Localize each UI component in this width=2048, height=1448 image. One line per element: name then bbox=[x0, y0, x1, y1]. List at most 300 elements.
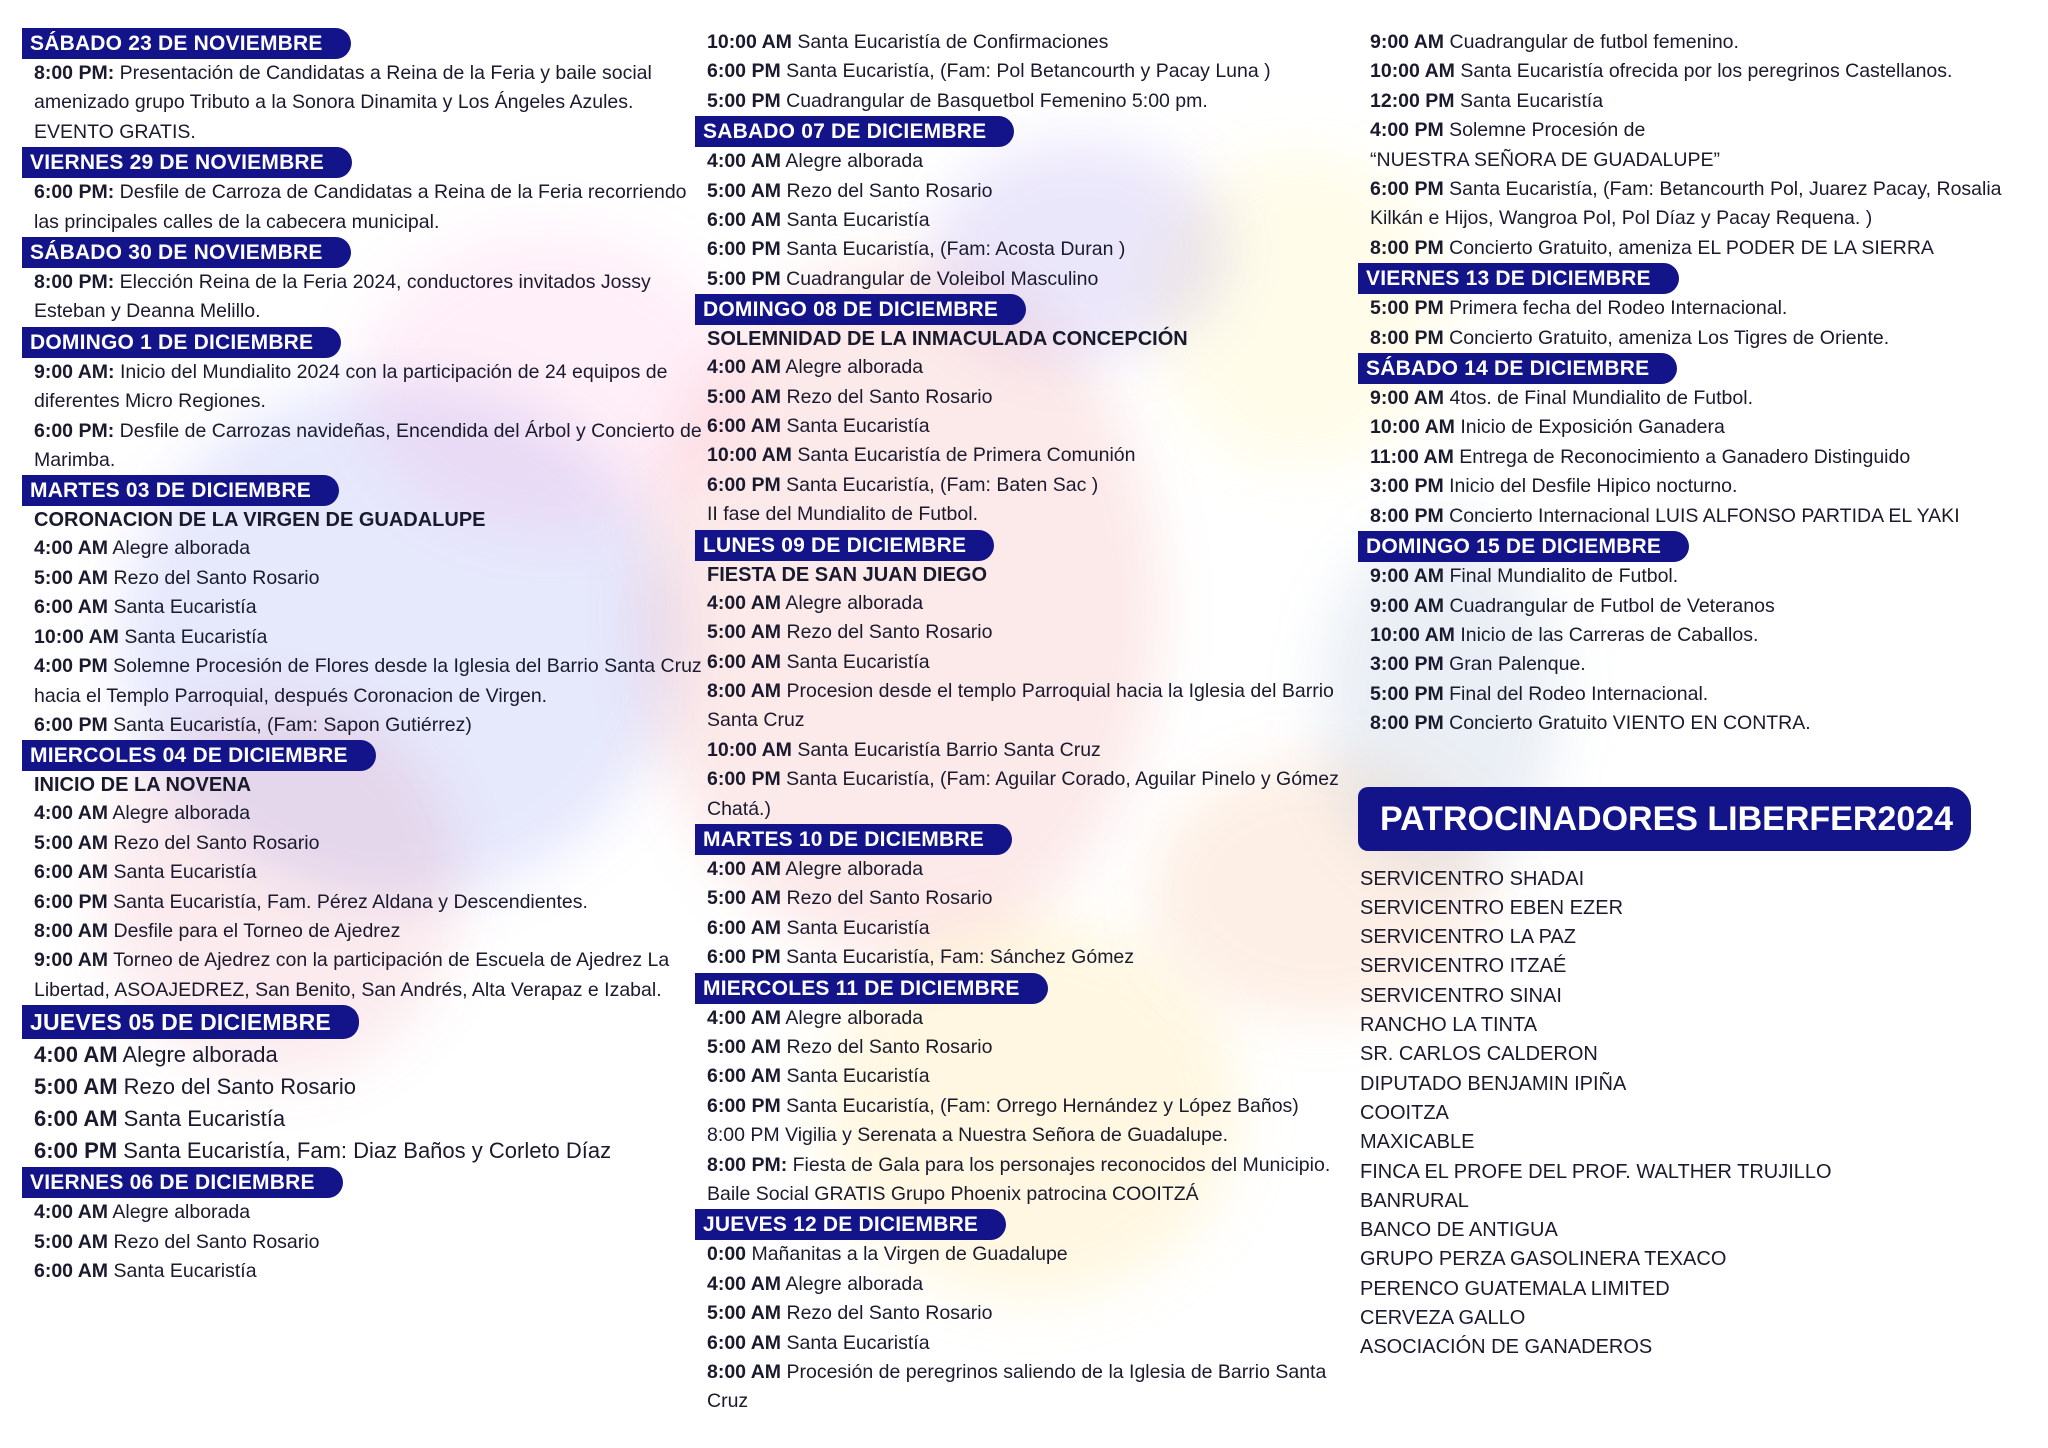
event-item bbox=[707, 87, 1370, 116]
event-item bbox=[34, 652, 712, 711]
event-text: Rezo del Santo Rosario bbox=[117, 1074, 357, 1100]
event-time: 12:00 PM bbox=[1370, 89, 1455, 112]
day-header: MIERCOLES 11 DE DICIEMBRE bbox=[695, 973, 1048, 1004]
event-item bbox=[1370, 146, 2028, 175]
event-time: 6:00 AM bbox=[707, 209, 782, 232]
day-header: MARTES 10 DE DICIEMBRE bbox=[695, 824, 1012, 855]
day-header: MIERCOLES 04 DE DICIEMBRE bbox=[22, 740, 376, 771]
event-item bbox=[707, 147, 1370, 176]
event-list bbox=[22, 358, 712, 476]
event-time: 8:00 AM bbox=[707, 1361, 782, 1384]
event-text: Inicio del Desfile Hipico nocturno. bbox=[1443, 475, 1738, 498]
event-time: 6:00 AM bbox=[707, 650, 782, 673]
event-item bbox=[1370, 709, 2028, 738]
event-text: Concierto Internacional LUIS ALFONSO PARTIDA EL YAKI bbox=[1443, 504, 1960, 527]
day-header: SÁBADO 14 DE DICIEMBRE bbox=[1358, 353, 1677, 384]
event-item bbox=[34, 59, 712, 147]
event-time: 6:00 PM bbox=[34, 1138, 118, 1164]
event-item bbox=[34, 1071, 712, 1103]
event-item bbox=[34, 358, 712, 417]
event-time: 10:00 AM bbox=[707, 444, 792, 467]
event-time: 11:00 AM bbox=[1370, 445, 1454, 468]
event-list bbox=[695, 147, 1370, 294]
event-item bbox=[34, 1228, 712, 1257]
sponsor-item: DIPUTADO BENJAMIN IPIÑA bbox=[1360, 1072, 1627, 1095]
event-time: 6:00 AM bbox=[707, 1065, 782, 1088]
event-time: 4:00 AM bbox=[34, 537, 109, 560]
sponsor-item: FINCA EL PROFE DEL PROF. WALTHER TRUJILLO bbox=[1360, 1160, 1832, 1183]
event-text: Santa Eucaristía, (Fam: Orrego Hernández y López Baños) bbox=[780, 1094, 1299, 1117]
event-text: Solemne Procesión de bbox=[1443, 119, 1646, 142]
event-text: Elección Reina de la Feria 2024, conductores invitados Jossy Esteban y Deanna Melillo. bbox=[34, 271, 651, 323]
event-list bbox=[1358, 562, 2028, 738]
event-item bbox=[34, 564, 712, 593]
day-block bbox=[695, 294, 1370, 529]
event-text: Santa Eucaristía Barrio Santa Cruz bbox=[791, 738, 1101, 761]
event-time: 8:00 PM: bbox=[34, 271, 115, 294]
event-text: Rezo del Santo Rosario bbox=[781, 179, 993, 202]
sponsor-item: PERENCO GUATEMALA LIMITED bbox=[1360, 1277, 1670, 1300]
event-time: 9:00 AM bbox=[1370, 594, 1445, 617]
event-item bbox=[707, 914, 1370, 943]
event-text: Alegre alborada bbox=[108, 537, 251, 560]
sponsor-item: SERVICENTRO EBEN EZER bbox=[1360, 896, 1624, 919]
day-block bbox=[695, 824, 1370, 973]
event-list bbox=[695, 353, 1370, 529]
event-text: Santa Eucaristía bbox=[108, 1259, 257, 1282]
event-item bbox=[1370, 294, 2028, 323]
event-text: Santa Eucaristía de Confirmaciones bbox=[791, 31, 1109, 53]
event-item bbox=[1370, 87, 2028, 116]
event-item bbox=[34, 858, 712, 887]
event-time: 5:00 PM bbox=[707, 89, 781, 112]
event-text: Santa Eucaristía bbox=[1454, 89, 1604, 112]
event-text: Santa Eucaristía, (Fam: Aguilar Corado, Aguilar Pinelo y Gómez Chatá.) bbox=[707, 768, 1339, 820]
day-block bbox=[22, 28, 712, 147]
event-item bbox=[707, 1033, 1370, 1062]
event-item bbox=[707, 206, 1370, 235]
event-item bbox=[707, 1092, 1370, 1121]
event-time: 4:00 AM bbox=[707, 150, 782, 173]
event-item bbox=[707, 1062, 1370, 1091]
event-list bbox=[22, 534, 712, 740]
event-item bbox=[707, 884, 1370, 913]
event-time: 6:00 PM bbox=[34, 890, 108, 913]
event-list bbox=[22, 799, 712, 1005]
day-header: VIERNES 29 DE NOVIEMBRE bbox=[22, 147, 352, 178]
event-time: 5:00 AM bbox=[707, 621, 782, 644]
event-text: Santa Eucaristía, Fam: Sánchez Gómez bbox=[780, 946, 1135, 969]
event-item bbox=[1370, 175, 2028, 234]
sponsor-item: MAXICABLE bbox=[1360, 1131, 1475, 1154]
event-list bbox=[22, 268, 712, 327]
day-header: DOMINGO 08 DE DICIEMBRE bbox=[695, 294, 1026, 325]
event-text: Procesión de peregrinos saliendo de la Iglesia de Barrio Santa Cruz bbox=[707, 1361, 1327, 1413]
event-text: Cuadrangular de Futbol de Veteranos bbox=[1444, 594, 1775, 617]
event-item bbox=[34, 917, 712, 946]
event-text: 4tos. de Final Mundialito de Futbol. bbox=[1444, 387, 1753, 410]
event-item bbox=[1370, 28, 2028, 57]
event-time: 8:00 PM bbox=[1370, 326, 1444, 349]
event-text: Santa Eucaristía de Primera Comunión bbox=[791, 444, 1136, 467]
event-time: 5:00 AM bbox=[707, 179, 782, 202]
day-header: VIERNES 13 DE DICIEMBRE bbox=[1358, 263, 1679, 294]
event-time: 8:00 PM bbox=[1370, 236, 1444, 259]
event-text: Rezo del Santo Rosario bbox=[108, 831, 320, 854]
event-list bbox=[1358, 294, 2028, 353]
event-item bbox=[707, 235, 1370, 264]
event-text: Concierto Gratuito VIENTO EN CONTRA. bbox=[1443, 712, 1811, 735]
event-list bbox=[22, 1039, 712, 1167]
event-item bbox=[34, 593, 712, 622]
event-item bbox=[1370, 234, 2028, 263]
event-text: Rezo del Santo Rosario bbox=[781, 1302, 993, 1325]
event-time: 6:00 AM bbox=[34, 861, 109, 884]
event-text: Santa Eucaristía bbox=[118, 625, 268, 648]
event-text: Solemne Procesión de Flores desde la Iglesia del Barrio Santa Cruz hacia el Templo Parroquial, después Coronacion de Virgen. bbox=[34, 655, 702, 707]
event-text: Santa Eucaristía ofrecida por los peregrinos Castellanos. bbox=[1454, 60, 1953, 83]
event-time: 4:00 AM bbox=[707, 1006, 782, 1029]
event-time: 5:00 AM bbox=[707, 1035, 782, 1058]
event-time: 6:00 PM bbox=[707, 768, 781, 791]
event-time: 6:00 PM bbox=[707, 238, 781, 261]
day-block bbox=[695, 1209, 1370, 1416]
sponsor-item: SERVICENTRO LA PAZ bbox=[1360, 926, 1576, 949]
sponsor-item: BANRURAL bbox=[1360, 1189, 1469, 1212]
column-middle bbox=[695, 28, 1370, 1417]
event-list bbox=[22, 59, 712, 147]
event-text: Alegre alborada bbox=[108, 802, 251, 825]
event-item bbox=[707, 441, 1370, 470]
event-item bbox=[34, 534, 712, 563]
event-list bbox=[695, 589, 1370, 824]
event-item bbox=[1370, 650, 2028, 679]
event-text: Alegre alborada bbox=[108, 1201, 251, 1224]
event-item bbox=[707, 500, 1370, 529]
event-item bbox=[34, 946, 712, 1005]
event-time: 10:00 AM bbox=[34, 625, 119, 648]
event-time: 5:00 PM bbox=[1370, 682, 1444, 705]
event-time: 5:00 AM bbox=[707, 887, 782, 910]
sponsor-item: RANCHO LA TINTA bbox=[1360, 1014, 1538, 1037]
event-item bbox=[707, 1299, 1370, 1328]
event-text: Rezo del Santo Rosario bbox=[108, 1230, 320, 1253]
event-time: 5:00 AM bbox=[707, 385, 782, 408]
event-item bbox=[707, 177, 1370, 206]
day-subtitle: INICIO DE LA NOVENA bbox=[34, 774, 252, 797]
event-item bbox=[1370, 413, 2028, 442]
day-header: DOMINGO 15 DE DICIEMBRE bbox=[1358, 531, 1689, 562]
event-item bbox=[707, 765, 1370, 824]
event-text: Santa Eucaristía, (Fam: Sapon Gutiérrez) bbox=[107, 713, 472, 736]
event-text: Desfile para el Torneo de Ajedrez bbox=[108, 919, 401, 942]
event-item bbox=[34, 1039, 712, 1071]
event-list bbox=[22, 178, 712, 237]
event-time: 9:00 AM: bbox=[34, 360, 115, 383]
column-left bbox=[22, 28, 712, 1286]
event-time: 5:00 AM bbox=[34, 1074, 118, 1100]
event-time: 5:00 AM bbox=[707, 1302, 782, 1325]
event-item bbox=[1370, 116, 2028, 145]
sponsor-item: CERVEZA GALLO bbox=[1360, 1306, 1526, 1329]
event-item bbox=[1370, 472, 2028, 501]
sponsor-item: BANCO DE ANTIGUA bbox=[1360, 1219, 1558, 1242]
event-text: Desfile de Carrozas navideñas, Encendida del Árbol y Concierto de Marimba. bbox=[34, 419, 702, 472]
event-item bbox=[707, 677, 1370, 736]
sponsor-item: SERVICENTRO ITZAÉ bbox=[1360, 955, 1567, 978]
sponsor-item: ASOCIACIÓN DE GANADEROS bbox=[1360, 1336, 1653, 1359]
sponsor-item: SERVICENTRO SHADAI bbox=[1360, 867, 1585, 890]
event-time: 9:00 AM bbox=[1370, 31, 1445, 53]
event-time: 6:00 PM bbox=[34, 713, 108, 736]
event-text: Concierto Gratuito, ameniza Los Tigres de Oriente. bbox=[1443, 326, 1890, 349]
event-text: Procesion desde el templo Parroquial hacia la Iglesia del Barrio Santa Cruz bbox=[707, 679, 1334, 732]
day-subtitle: CORONACION DE LA VIRGEN DE GUADALUPE bbox=[34, 509, 486, 532]
day-block bbox=[22, 1005, 712, 1167]
event-text: Rezo del Santo Rosario bbox=[108, 566, 320, 589]
event-time: 4:00 AM bbox=[34, 802, 109, 825]
event-text: Alegre alborada bbox=[781, 1272, 924, 1295]
event-time: 5:00 PM bbox=[707, 267, 781, 290]
day-header: SÁBADO 23 DE NOVIEMBRE bbox=[22, 28, 351, 59]
event-time: 6:00 AM bbox=[34, 1259, 109, 1282]
event-item bbox=[707, 412, 1370, 441]
event-text: Inicio del Mundialito 2024 con la participación de 24 equipos de diferentes Micro Regiones. bbox=[34, 360, 668, 413]
event-item bbox=[1370, 384, 2028, 413]
event-text: Santa Eucaristía bbox=[117, 1106, 286, 1132]
event-text: II fase del Mundialito de Futbol. bbox=[707, 503, 978, 526]
sponsor-item: GRUPO PERZA GASOLINERA TEXACO bbox=[1360, 1248, 1727, 1271]
event-item bbox=[34, 711, 712, 740]
event-item bbox=[34, 888, 712, 917]
event-text: Mañanitas a la Virgen de Guadalupe bbox=[746, 1243, 1068, 1266]
day-block bbox=[1358, 263, 2028, 353]
event-time: 4:00 AM bbox=[707, 591, 782, 614]
event-item bbox=[34, 623, 712, 652]
event-time: 6:00 PM bbox=[707, 60, 781, 83]
event-text: Primera fecha del Rodeo Internacional. bbox=[1443, 297, 1788, 320]
event-time: 10:00 AM bbox=[1370, 60, 1455, 83]
sponsor-item: SR. CARLOS CALDERON bbox=[1360, 1043, 1598, 1066]
event-time: 9:00 AM bbox=[1370, 387, 1445, 410]
event-text: Cuadrangular de Voleibol Masculino bbox=[780, 267, 1099, 290]
event-list bbox=[1358, 384, 2028, 531]
event-time: 6:00 PM: bbox=[34, 419, 115, 442]
sponsor-item: SERVICENTRO SINAI bbox=[1360, 984, 1562, 1007]
day-block bbox=[22, 1167, 712, 1286]
event-text: Inicio de las Carreras de Caballos. bbox=[1454, 623, 1759, 646]
event-list bbox=[1358, 28, 2028, 263]
event-time: 8:00 PM: bbox=[34, 62, 115, 84]
event-time: 9:00 AM bbox=[1370, 565, 1445, 588]
event-time: 3:00 PM bbox=[1370, 653, 1444, 676]
event-text: Santa Eucaristía bbox=[781, 916, 930, 939]
event-list bbox=[695, 855, 1370, 973]
event-time: 6:00 PM bbox=[707, 946, 781, 969]
event-text: Santa Eucaristía bbox=[781, 209, 930, 232]
event-text: Rezo del Santo Rosario bbox=[781, 887, 993, 910]
event-text: Alegre alborada bbox=[781, 1006, 924, 1029]
event-item bbox=[34, 178, 712, 237]
event-item bbox=[707, 1358, 1370, 1417]
event-text: Inicio de Exposición Ganadera bbox=[1454, 416, 1725, 439]
event-item bbox=[707, 736, 1370, 765]
event-item bbox=[1370, 502, 2028, 531]
day-block bbox=[1358, 28, 2028, 263]
event-item bbox=[34, 799, 712, 828]
event-text: Santa Eucaristía, Fam: Diaz Baños y Corleto Díaz bbox=[117, 1138, 612, 1164]
event-item bbox=[34, 829, 712, 858]
event-time: 4:00 AM bbox=[707, 857, 782, 880]
event-item bbox=[707, 589, 1370, 618]
event-time: 5:00 PM bbox=[1370, 297, 1444, 320]
event-text: Rezo del Santo Rosario bbox=[781, 1035, 993, 1058]
day-block bbox=[22, 475, 712, 740]
event-item bbox=[707, 1240, 1370, 1269]
event-time: 6:00 PM bbox=[707, 1094, 781, 1117]
day-header: JUEVES 12 DE DICIEMBRE bbox=[695, 1209, 1006, 1240]
event-text: Santa Eucaristía bbox=[781, 415, 930, 438]
event-time: 4:00 AM bbox=[707, 1272, 782, 1295]
event-text: Cuadrangular de futbol femenino. bbox=[1444, 31, 1739, 53]
day-header: VIERNES 06 DE DICIEMBRE bbox=[22, 1167, 343, 1198]
event-time: 3:00 PM bbox=[1370, 475, 1444, 498]
event-text: Alegre alborada bbox=[781, 356, 924, 379]
event-text: Gran Palenque. bbox=[1443, 653, 1586, 676]
event-item bbox=[707, 1151, 1370, 1210]
event-time: 10:00 AM bbox=[1370, 416, 1455, 439]
event-time: 4:00 AM bbox=[34, 1201, 109, 1224]
event-item bbox=[707, 383, 1370, 412]
event-text: Desfile de Carroza de Candidatas a Reina de la Feria recorriendo las principales calles de la cabecera municipal. bbox=[34, 181, 687, 233]
day-header: SABADO 07 DE DICIEMBRE bbox=[695, 116, 1014, 147]
event-time: 6:00 AM bbox=[707, 916, 782, 939]
event-time: 6:00 PM bbox=[1370, 178, 1444, 201]
day-block bbox=[1358, 353, 2028, 531]
event-time: 6:00 AM bbox=[707, 415, 782, 438]
event-time: 6:00 AM bbox=[707, 1331, 782, 1354]
day-header: SÁBADO 30 DE NOVIEMBRE bbox=[22, 237, 351, 268]
day-subtitle: SOLEMNIDAD DE LA INMACULADA CONCEPCIÓN bbox=[707, 328, 1188, 351]
event-item bbox=[34, 417, 712, 476]
event-item bbox=[1370, 621, 2028, 650]
event-time: 6:00 PM bbox=[707, 473, 781, 496]
column-right bbox=[1358, 28, 2028, 1363]
event-item bbox=[707, 1004, 1370, 1033]
day-block bbox=[22, 237, 712, 327]
event-list bbox=[695, 1004, 1370, 1210]
event-text: Santa Eucaristía, (Fam: Acosta Duran ) bbox=[780, 238, 1126, 261]
event-time: 8:00 AM bbox=[707, 679, 782, 702]
event-time: 10:00 AM bbox=[707, 31, 792, 53]
day-header: JUEVES 05 DE DICIEMBRE bbox=[22, 1005, 359, 1039]
event-time: 0:00 bbox=[707, 1243, 747, 1266]
day-block bbox=[1358, 531, 2028, 738]
sponsor-list bbox=[1358, 865, 2028, 1363]
day-block bbox=[695, 116, 1370, 294]
event-item bbox=[1370, 680, 2028, 709]
event-item bbox=[707, 1121, 1370, 1150]
event-text: Cuadrangular de Basquetbol Femenino 5:00 pm. bbox=[780, 89, 1208, 112]
event-item bbox=[707, 265, 1370, 294]
event-item bbox=[707, 1329, 1370, 1358]
event-time: 5:00 AM bbox=[34, 566, 109, 589]
event-item bbox=[707, 943, 1370, 972]
day-block bbox=[695, 28, 1370, 116]
event-text: Alegre alborada bbox=[117, 1042, 278, 1068]
event-item bbox=[1370, 57, 2028, 86]
event-item bbox=[1370, 562, 2028, 591]
event-time: 5:00 AM bbox=[34, 831, 109, 854]
event-list bbox=[695, 28, 1370, 116]
day-subtitle: FIESTA DE SAN JUAN DIEGO bbox=[707, 563, 988, 586]
event-item bbox=[707, 353, 1370, 382]
event-item bbox=[34, 268, 712, 327]
event-text: Santa Eucaristía, (Fam: Pol Betancourth y Pacay Luna ) bbox=[780, 60, 1271, 83]
event-text: Santa Eucaristía, (Fam: Betancourth Pol, Juarez Pacay, Rosalia Kilkán e Hijos, Wangroa Pol, Pol Díaz y Pacay Requena. ) bbox=[1370, 178, 2002, 230]
event-time: 10:00 AM bbox=[1370, 623, 1455, 646]
event-text: Torneo de Ajedrez con la participación de Escuela de Ajedrez La Libertad, ASOAJEDREZ, San Benito, San Andrés, Alta Verapaz e Izabal. bbox=[34, 949, 670, 1001]
event-item bbox=[707, 648, 1370, 677]
event-text: Rezo del Santo Rosario bbox=[781, 621, 993, 644]
event-text: “NUESTRA SEÑORA DE GUADALUPE” bbox=[1370, 148, 1720, 171]
event-time: 6:00 AM bbox=[34, 596, 109, 619]
event-item bbox=[1370, 324, 2028, 353]
column-right-days bbox=[1358, 28, 2028, 739]
event-time: 8:00 AM bbox=[34, 919, 109, 942]
day-header: DOMINGO 1 DE DICIEMBRE bbox=[22, 327, 341, 358]
event-text: Santa Eucaristía, (Fam: Baten Sac ) bbox=[780, 473, 1099, 496]
event-text: Final Mundialito de Futbol. bbox=[1444, 565, 1679, 588]
event-time: 4:00 PM bbox=[34, 655, 108, 678]
event-text: Santa Eucaristía bbox=[108, 596, 257, 619]
event-time: 10:00 AM bbox=[707, 738, 792, 761]
event-text: Fiesta de Gala para los personajes reconocidos del Municipio. Baile Social GRATIS Grupo Phoenix patrocina COOITZÁ bbox=[707, 1153, 1331, 1205]
event-item bbox=[1370, 443, 2028, 472]
event-text: Entrega de Reconocimiento a Ganadero Distinguido bbox=[1453, 445, 1911, 468]
sponsor-item: COOITZA bbox=[1360, 1101, 1449, 1124]
event-item bbox=[707, 1270, 1370, 1299]
event-text: Santa Eucaristía bbox=[108, 861, 257, 884]
event-item bbox=[34, 1257, 712, 1286]
event-time: 8:00 PM bbox=[1370, 712, 1444, 735]
day-header: MARTES 03 DE DICIEMBRE bbox=[22, 475, 339, 506]
event-list bbox=[22, 1198, 712, 1286]
event-text: Santa Eucaristía bbox=[781, 1331, 930, 1354]
event-time: 4:00 PM bbox=[1370, 119, 1444, 142]
day-block bbox=[22, 740, 712, 1005]
day-block bbox=[695, 973, 1370, 1210]
event-text: Santa Eucaristía, Fam. Pérez Aldana y Descendientes. bbox=[107, 890, 588, 913]
day-block bbox=[22, 327, 712, 476]
day-block bbox=[22, 147, 712, 237]
event-text: Alegre alborada bbox=[781, 857, 924, 880]
sponsors-title: PATROCINADORES LIBERFER2024 bbox=[1358, 787, 1971, 851]
event-text: Santa Eucaristía bbox=[781, 1065, 930, 1088]
day-block bbox=[695, 530, 1370, 824]
event-list bbox=[695, 1240, 1370, 1416]
event-time: 9:00 AM bbox=[34, 949, 109, 972]
event-time: 6:00 PM: bbox=[34, 181, 115, 204]
event-text: Rezo del Santo Rosario bbox=[781, 385, 993, 408]
event-time: 8:00 PM bbox=[1370, 504, 1444, 527]
event-time: 6:00 AM bbox=[34, 1106, 118, 1132]
event-text: Concierto Gratuito, ameniza EL PODER DE LA SIERRA bbox=[1443, 236, 1934, 259]
event-text: Alegre alborada bbox=[781, 591, 924, 614]
event-time: 4:00 AM bbox=[34, 1042, 118, 1068]
event-item bbox=[34, 1198, 712, 1227]
event-text: Santa Eucaristía bbox=[781, 650, 930, 673]
